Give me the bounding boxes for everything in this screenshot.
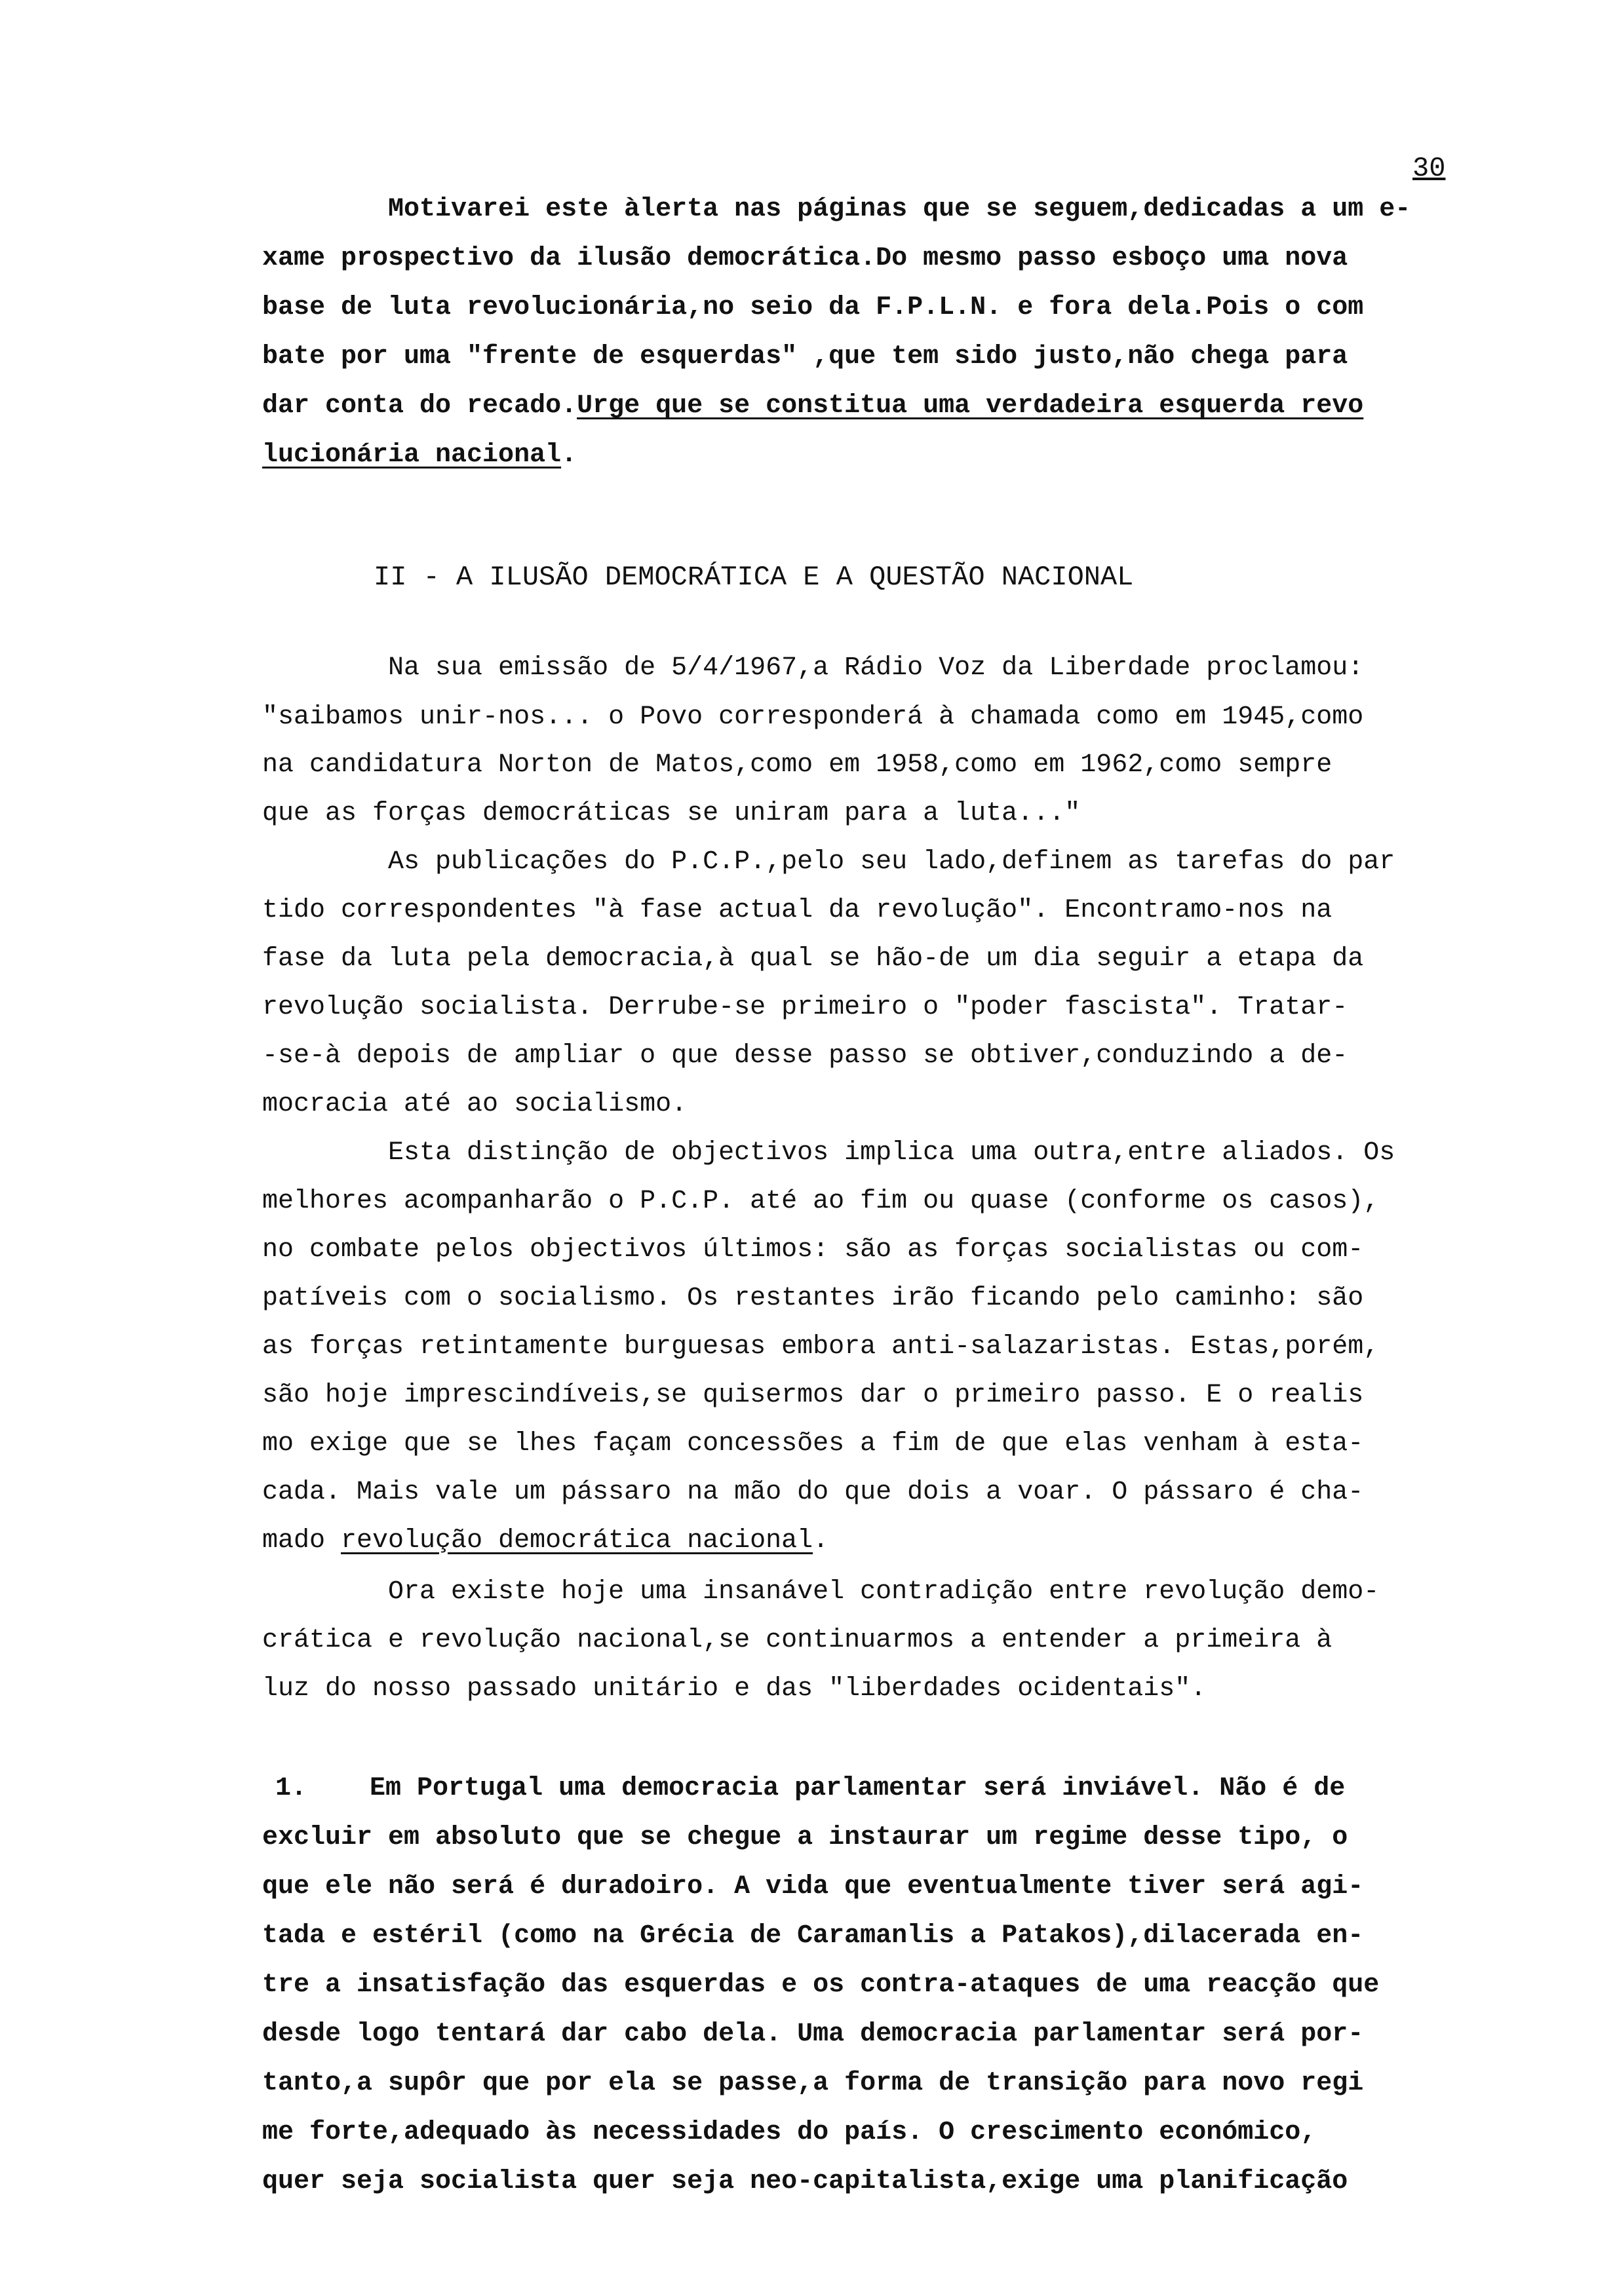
text-line: xame prospectivo da ilusão democrática.Do mesmo passo esboço uma nova [262,244,1348,273]
text-line: fase da luta pela democracia,à qual se hão-de um dia seguir a etapa da [262,944,1364,974]
underlined-text: revolução democrática nacional [341,1526,813,1556]
text-line: cada. Mais vale um pássaro na mão do que dois a voar. O pássaro é cha- [262,1478,1364,1507]
text-line: bate por uma "frente de esquerdas" ,que tem sido justo,não chega para [262,342,1348,372]
text-line: que ele não será é duradoiro. A vida que eventualmente tiver será agi- [262,1872,1364,1902]
text-line: excluir em absoluto que se chegue a instaurar um regime desse tipo, o [262,1823,1348,1852]
text-line: Ora existe hoje uma insanável contradição entre revolução demo- [262,1577,1380,1607]
text-line: Motivarei este àlerta nas páginas que se seguem,dedicadas a um e- [262,195,1411,224]
text-line: são hoje imprescindíveis,se quisermos dar o primeiro passo. E o realis [262,1381,1364,1410]
underlined-text: lucionária nacional [262,440,562,470]
text-line: desde logo tentará dar cabo dela. Uma democracia parlamentar será por- [262,2019,1364,2049]
text-line: As publicações do P.C.P.,pelo seu lado,definem as tarefas do par [262,847,1395,877]
text-line: patíveis com o socialismo. Os restantes irão ficando pelo caminho: são [262,1284,1364,1313]
text-line: luz do nosso passado unitário e das "liberdades ocidentais". [262,1674,1207,1704]
text-line: tre a insatisfação das esquerdas e os contra-ataques de uma reacção que [262,1970,1380,2000]
text-line: -se-à depois de ampliar o que desse passo se obtiver,conduzindo a de- [262,1041,1348,1071]
text-line: tada e estéril (como na Grécia de Caramanlis a Patakos),dilacerada en- [262,1921,1364,1951]
text-segment: dar conta do recado. [262,391,577,421]
text-line: as forças retintamente burguesas embora anti-salazaristas. Estas,porém, [262,1332,1380,1362]
text-segment: . [561,440,577,470]
text-line: tanto,a supôr que por ela se passe,a forma de transição para novo regi [262,2069,1364,2098]
text-line: melhores acompanharão o P.C.P. até ao fim ou quase (conforme os casos), [262,1187,1380,1216]
text-line: na candidatura Norton de Matos,como em 1958,como em 1962,como sempre [262,750,1333,780]
page-number: 30 [1412,153,1446,184]
text-segment: mado [262,1526,341,1556]
text-line: base de luta revolucionária,no seio da F.P.L.N. e fora dela.Pois o com [262,293,1364,322]
text-line: Na sua emissão de 5/4/1967,a Rádio Voz da Liberdade proclamou: [262,653,1364,683]
section-heading: II - A ILUSÃO DEMOCRÁTICA E A QUESTÃO NACIONAL [374,562,1134,593]
text-line: mocracia até ao socialismo. [262,1090,688,1119]
text-line: que as forças democráticas se uniram para a luta..." [262,799,1081,828]
text-line: quer seja socialista quer seja neo-capitalista,exige uma planificação [262,2167,1348,2196]
text-line: "saibamos unir-nos... o Povo corresponderá à chamada como em 1945,como [262,702,1364,732]
text-line: me forte,adequado às necessidades do país. O crescimento económico, [262,2118,1317,2147]
text-line [262,442,577,471]
text-line: Esta distinção de objectivos implica uma outra,entre aliados. Os [262,1138,1395,1168]
text-line: 1. Em Portugal uma democracia parlamentar será inviável. Não é de [275,1774,1346,1803]
underlined-text: Urge que se constitua uma verdadeira esquerda revo [577,391,1364,421]
text-line: tido correspondentes "à fase actual da revolução". Encontramo-nos na [262,896,1333,925]
text-segment: . [813,1526,829,1556]
text-line [262,393,1363,422]
text-line: no combate pelos objectivos últimos: são as forças socialistas ou com- [262,1235,1364,1265]
text-line: revolução socialista. Derrube-se primeiro o "poder fascista". Tratar- [262,993,1348,1022]
text-line [262,1528,828,1557]
text-line: mo exige que se lhes façam concessões a fim de que elas venham à esta- [262,1429,1364,1459]
text-line: crática e revolução nacional,se continuarmos a entender a primeira à [262,1626,1333,1655]
